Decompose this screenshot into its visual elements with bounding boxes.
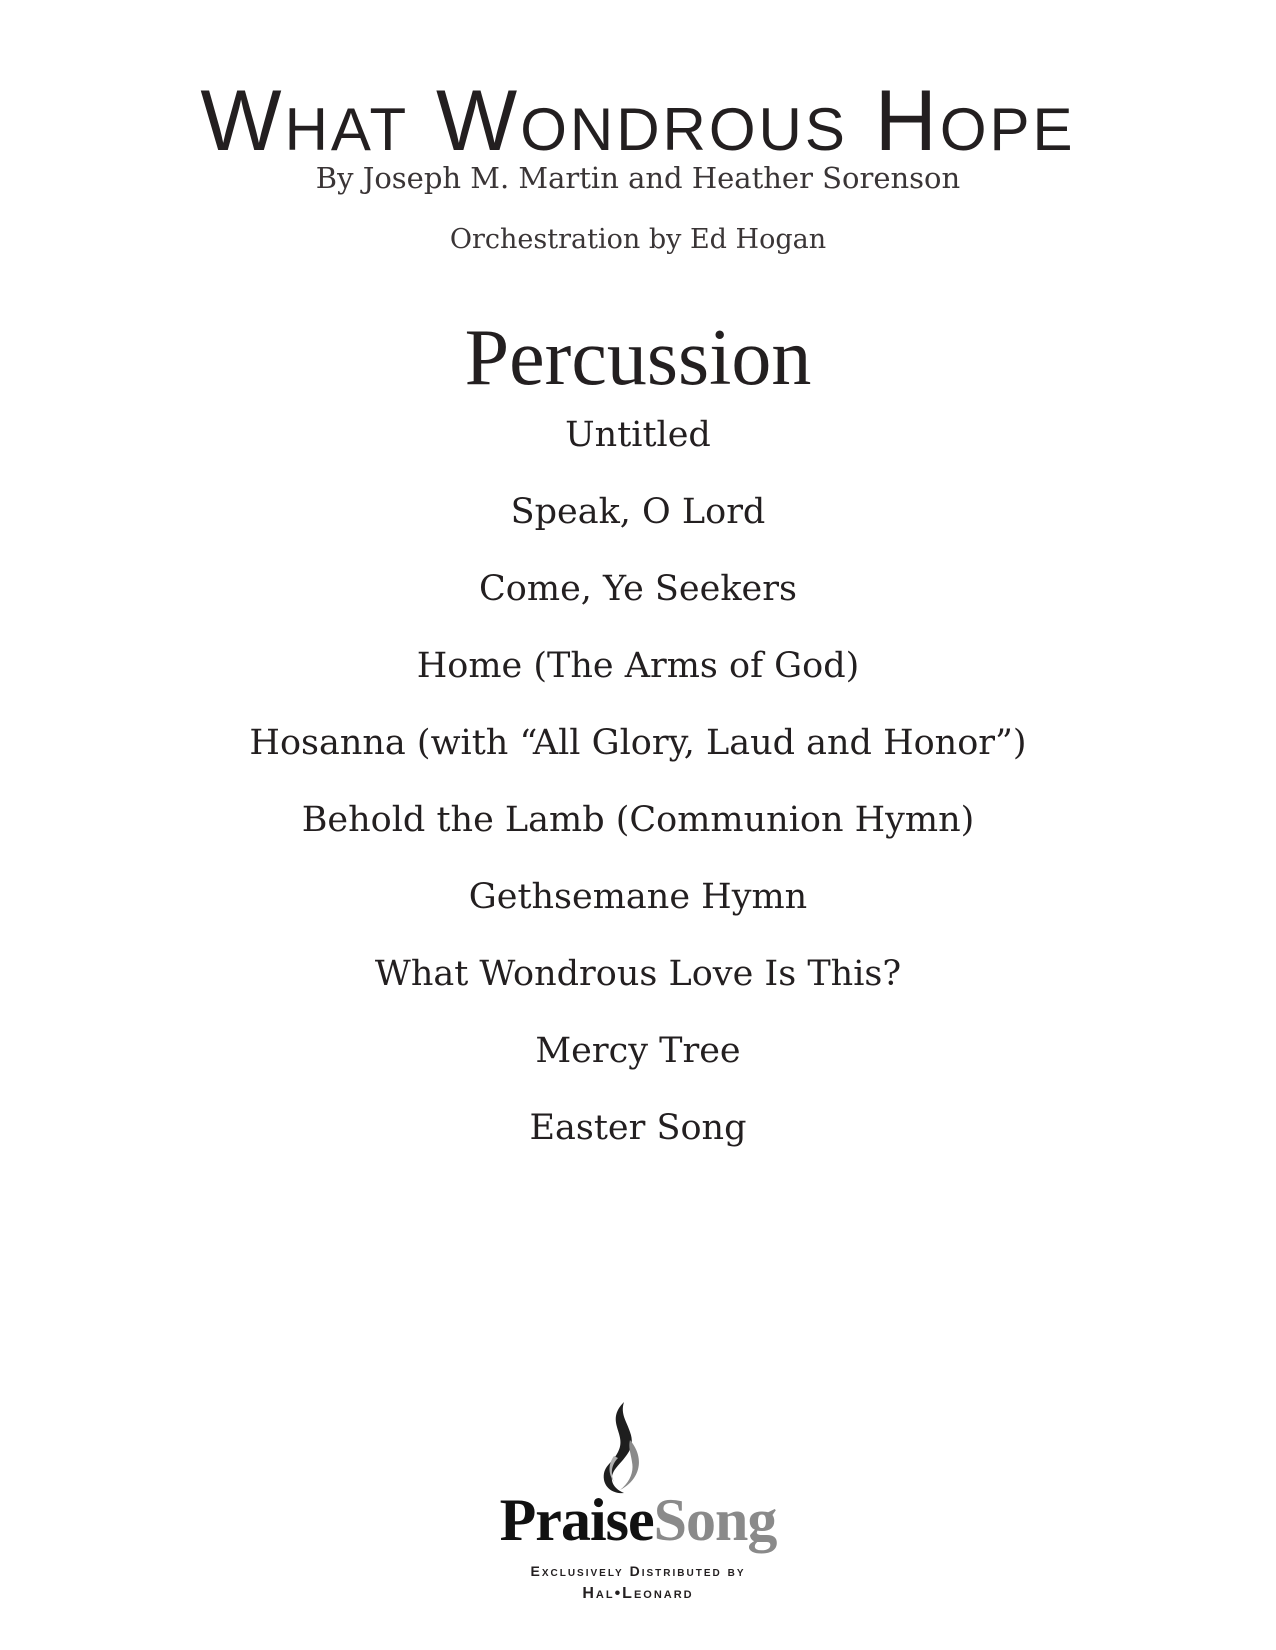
orchestration-credit: Orchestration by Ed Hogan	[449, 224, 827, 255]
song-item: Speak, O Lord	[510, 492, 766, 532]
distributor-name: Hal•Leonard	[582, 1585, 694, 1602]
collection-title: What Wondrous Hope	[200, 73, 1076, 169]
song-item: Easter Song	[529, 1108, 747, 1148]
song-list	[0, 415, 1276, 1185]
distribution-note: Exclusively Distributed by	[530, 1563, 746, 1579]
song-item: Mercy Tree	[535, 1031, 741, 1071]
flame-swirl-icon	[594, 1400, 654, 1495]
logo-word-praise: Praise	[499, 1487, 654, 1553]
logo-word-song: Song	[653, 1487, 777, 1553]
song-item: Come, Ye Seekers	[479, 569, 797, 609]
publisher-logo	[0, 1400, 1276, 1600]
song-item: Gethsemane Hymn	[468, 877, 808, 917]
instrument-part-title: Percussion	[464, 314, 812, 402]
song-item: Hosanna (with “All Glory, Laud and Honor”)	[249, 723, 1027, 763]
composer-byline: By Joseph M. Martin and Heather Sorenson	[315, 161, 961, 195]
song-item: What Wondrous Love Is This?	[374, 954, 902, 994]
logo-wordmark	[0, 1487, 1276, 1553]
song-item: Home (The Arms of God)	[416, 646, 860, 686]
song-item: Behold the Lamb (Communion Hymn)	[301, 800, 975, 840]
song-item: Untitled	[565, 415, 711, 455]
